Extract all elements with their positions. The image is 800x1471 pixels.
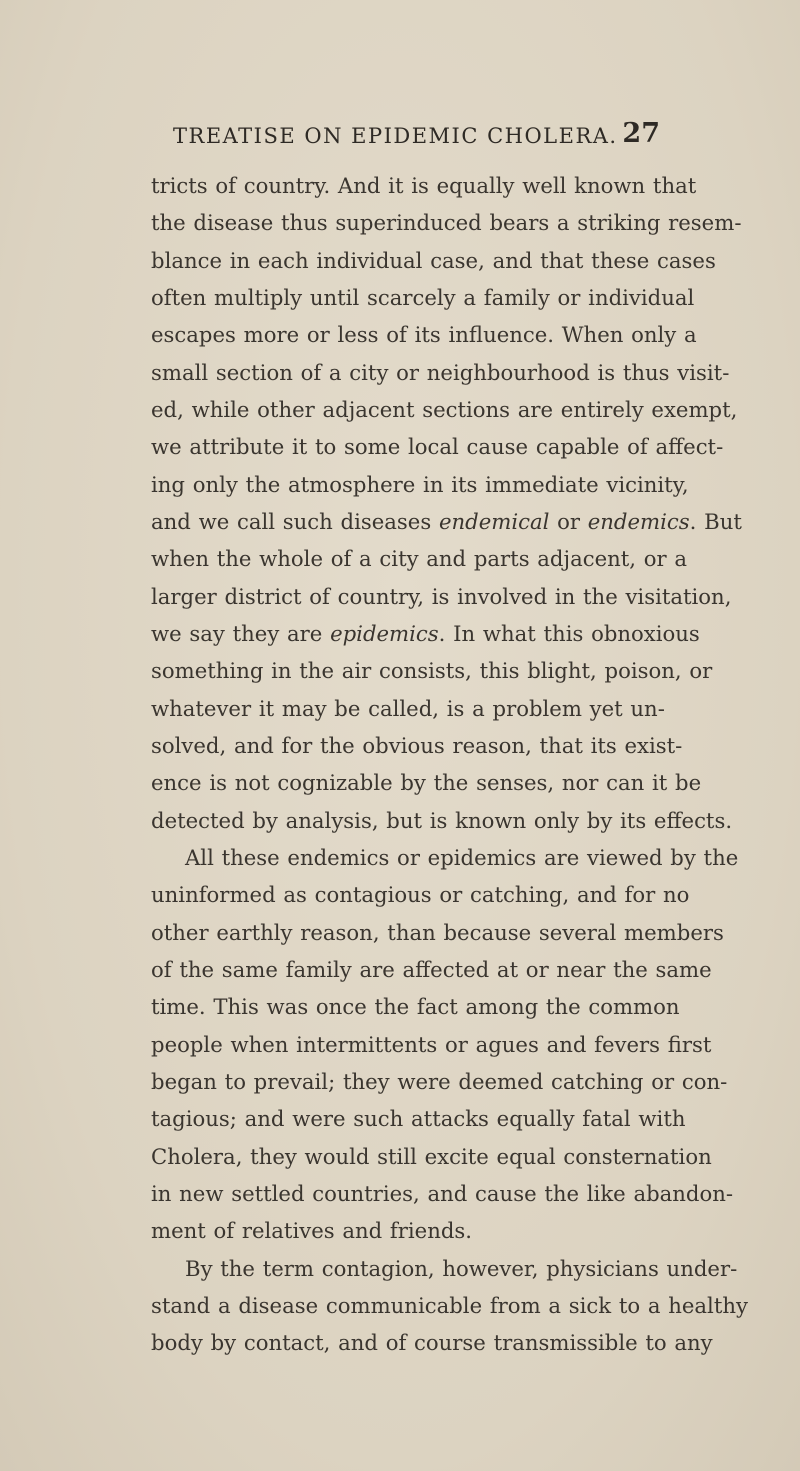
text-line: tagious; and were such attacks equally fatal with (151, 1106, 686, 1132)
text-run: we say they are (151, 620, 331, 646)
text-line: ing only the atmosphere in its immediate vicinity, (151, 471, 689, 497)
text-run: . But (689, 508, 742, 534)
text-line: people when intermittents or agues and fevers first (151, 1031, 712, 1057)
italic-term: epidemics (330, 620, 439, 646)
text-line: something in the air consists, this blight, poison, or (151, 658, 713, 684)
page-number: 27 (622, 118, 660, 149)
text-line: ence is not cognizable by the senses, nor can it be (151, 770, 702, 796)
text-line: By the term contagion, however, physicians under- (185, 1255, 738, 1281)
text-line: time. This was once the fact among the common (151, 994, 680, 1020)
text-line: of the same family are affected at or near the same (151, 956, 712, 982)
italic-term: endemics (587, 508, 690, 534)
text-line: detected by analysis, but is known only by its effects. (151, 807, 733, 833)
text-line: other earthly reason, than because several members (151, 919, 724, 945)
text-line: blance in each individual case, and that these cases (151, 247, 716, 273)
text-line: in new settled countries, and cause the like abandon- (151, 1180, 734, 1206)
text-line: often multiply until scarcely a family or individual (151, 284, 695, 310)
text-line: ment of relatives and friends. (151, 1218, 473, 1244)
text-line: tricts of country. And it is equally well known that (151, 173, 697, 198)
text-line: All these endemics or epidemics are viewed by the (185, 844, 739, 870)
page-header (173, 118, 660, 148)
text-line: small section of a city or neighbourhood is thus visit- (151, 359, 730, 385)
text-line: ed, while other adjacent sections are entirely exempt, (151, 396, 738, 422)
text-line: uninformed as contagious or catching, and for no (151, 882, 690, 908)
italic-term: endemical (438, 508, 550, 534)
text-run: . In what this obnoxious (438, 620, 700, 646)
text-line: began to prevail; they were deemed catching or con- (151, 1068, 728, 1094)
text-line (151, 503, 742, 540)
text-run: or (549, 508, 588, 534)
text-run: and we call such diseases (151, 508, 439, 534)
text-line: larger district of country, is involved in the visitation, (151, 583, 732, 609)
text-line: body by contact, and of course transmissible to any (151, 1330, 713, 1356)
text-line: the disease thus superinduced bears a striking resem- (151, 210, 742, 236)
text-line (151, 615, 700, 652)
text-line: whatever it may be called, is a problem yet un- (151, 695, 665, 721)
body-text (151, 167, 748, 1362)
text-line: Cholera, they would still excite equal consternation (151, 1143, 712, 1169)
text-line: we attribute it to some local cause capable of affect- (151, 434, 724, 460)
text-line: escapes more or less of its influence. When only a (151, 322, 697, 348)
text-line: stand a disease communicable from a sick to a healthy (151, 1292, 748, 1318)
running-head: TREATISE ON EPIDEMIC CHOLERA. (173, 124, 618, 148)
text-line: solved, and for the obvious reason, that its exist- (151, 732, 683, 758)
text-line: when the whole of a city and parts adjacent, or a (151, 546, 687, 572)
